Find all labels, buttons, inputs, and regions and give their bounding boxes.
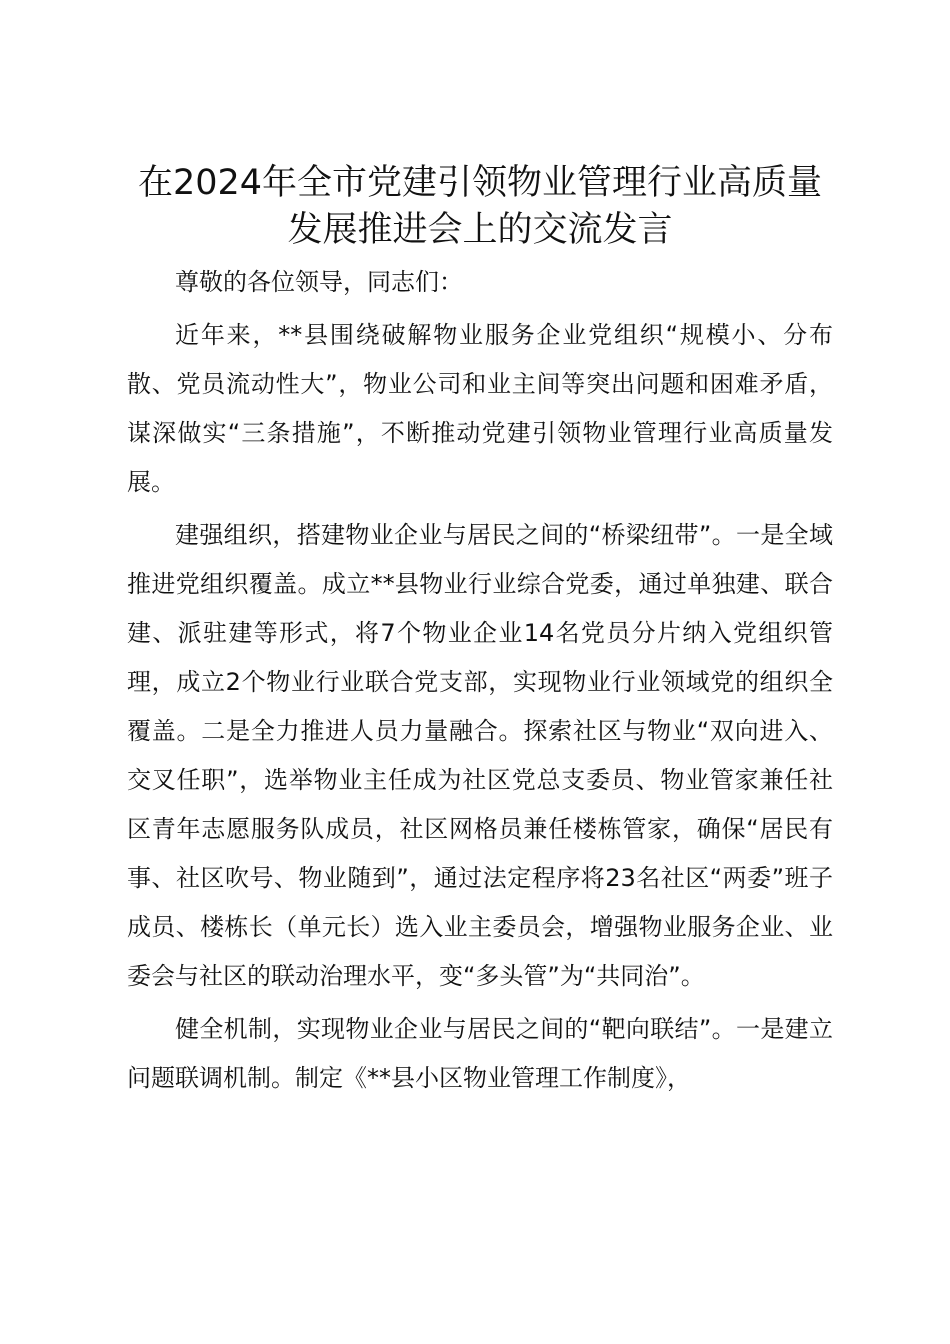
document-title xyxy=(127,160,833,254)
salutation: 尊敬的各位领导，同志们： xyxy=(175,268,463,296)
paragraph-mechanism: 健全机制，实现物业企业与居民之间的“靶向联结”。一是建立问题联调机制。制定《**县小区物业管理工作制度》， xyxy=(127,1015,833,1092)
paragraph-intro: 近年来，**县围绕破解物业服务企业党组织“规模小、分布散、党员流动性大”，物业公司和业主间等突出问题和困难矛盾，谋深做实“三条措施”，不断推动党建引领物业管理行业高质量发展。 xyxy=(127,321,833,496)
title-line-2: 发展推进会上的交流发言 xyxy=(287,210,673,250)
document-body xyxy=(127,160,833,1103)
title-line-1: 在2024年全市党建引领物业管理行业高质量 xyxy=(137,163,823,203)
paragraph-organization: 建强组织，搭建物业企业与居民之间的“桥梁纽带”。一是全域推进党组织覆盖。成立**县物业行业综合党委，通过单独建、联合建、派驻建等形式，将7个物业企业14名党员分片纳入党组织管理，成立2个物业行业联合党支部，实现物业行业领域党的组织全覆盖。二是全力推进人员力量融合。探索社区与物业“双向进入、交叉任职”，选举物业主任成为社区党总支委员、物业管家兼任社区青年志愿服务队成员，社区网格员兼任楼栋管家，确保“居民有事、社区吹号、物业随到”，通过法定程序将23名社区“两委”班子成员、楼栋长（单元长）选入业主委员会，增强物业服务企业、业委会与社区的联动治理水平，变“多头管”为“共同治”。 xyxy=(127,521,833,990)
